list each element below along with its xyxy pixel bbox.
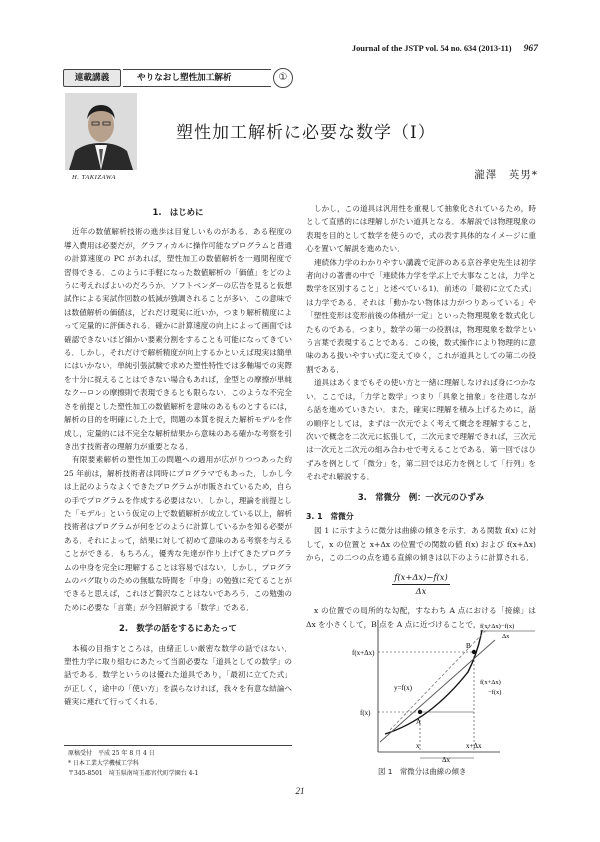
label-dx: Δx [442, 756, 451, 762]
paragraph: 有限要素解析の塑性加工の問題への適用が広がりつつあった約 25 年前は，解析技術者は同時にプログラマでもあった．しかし今は上記のようなよくできたプログラムが市販されているため，自らの手でプログラムを作成する必要はない．しかし，理論を前提とした「モデル」という仮定の上で数値解析が成立している以上，解析技術者はプログラムが何をどのように計算しているかを知る必要がある．それによって，結果に対して初めて意味のある考察を与えることができる．もちろん，優秀な先達が作り上げてきたプログラムの中身を完全に理解することは容易ではない．しかし，プログラムのバグ取りのための無駄な時間を「中身」の勉強に充てることができると思えば，これほど贅沢なことはないであろう．この勉強のために必要な「言葉」が今回解説する「数学」である． [64, 455, 292, 612]
author-photo [65, 93, 137, 170]
point-a [418, 710, 422, 714]
paragraph: 近年の数値解析技術の進歩は目覚しいものがある．ある程度の導入費用は必要だが，グラフィカルに操作可能なプログラムと普通の計算速度の PC があれば，塑性加工の数値解析を一週間程度で習得できる．このように手軽になった数値解析の「価値」をどのように考えればよいのだろうか．ソフトベンダーの広告を見ると仮想試作による実試作回数の低減が強調されることが多い．この意味では数値解析の価値は，どれだけ現実に近いか，つまり解析精度によって定量的に評価される．確かに計算速度の向上によって画面では確認できないほど細かい要素分割をすることも可能になってきている．しかし，それだけで解析精度が向上するかといえば現実は簡単にはいかない．単純引張試験で求めた塑性特性では多軸場での実際を十分に捉えることはできない場合もあれば，金型との摩擦が単純なクーロンの摩擦則で表現できるとも限らない．このような不完全さを前提とした塑性加工の数値解析を意味のあるものとするには，解析の目的を明確にした上で，問題の本質を捉えた解析モデルを作成し，定量的には不完全な解析結果から意味のある確かな考察を引き出す技術者の理解力が重要となる． [64, 227, 292, 451]
paragraph: 本稿の目指すところは，由緒正しい厳密な数学の話ではない．塑性力学に取り組むにあたって当面必要な「道具としての数学」の話である．数学というのは優れた道具であり，「最初に立てた式」が正しく，途中の「使い方」を誤らなければ，我々を有意な結論へ確実に連れて行ってくれる． [64, 643, 292, 707]
footnote-address: 〒345-8501 埼玉県南埼玉郡宮代町学園台 4-1 [68, 770, 199, 777]
label-diff-den: −f(x) [488, 689, 502, 696]
label-fx: f(x) [360, 709, 371, 717]
paragraph: x の位置での局所的な勾配，すなわち A 点における「接線」は Δx を小さくして，B 点を A 点に近づけることで， [306, 606, 536, 629]
author-name: 瀧澤 英男* [474, 169, 538, 181]
point-b [472, 650, 476, 654]
left-column [64, 202, 292, 709]
footnote-received: 原稿受付 平成 25 年 8 月 4 日 [68, 750, 155, 757]
figure-caption: 図 1 常微分は曲線の傾き [378, 767, 467, 776]
section-heading-math: 2. 数学の話をするにあたって [119, 623, 237, 634]
series-label: 連載講義 [63, 69, 121, 87]
paragraph: 図 1 に示すように微分は曲線の傾きを示す．ある関数 f(x) に対して，x の位置と x+Δx の位置での関数の値 f(x) および f(x+Δx) から，この二つの点を通る直線の傾きは以下のように計算される． [306, 526, 536, 563]
section-heading-intro: 1. はじめに [152, 207, 204, 217]
paragraph: しかし，この道具は汎用性を重視して抽象化されているため，時として直感的には理解しがたい道具となる．本解説では物理現象の表現を目的として数学を使うので，式の表す具体的なイメージに重心を置いて解説を進めたい． [306, 204, 536, 254]
page-number: 21 [295, 786, 305, 796]
label-fxdx: f(x+Δx) [352, 649, 375, 657]
label-y: y=f(x) [394, 684, 412, 692]
header-page-number: 967 [523, 43, 538, 54]
label-x: x [416, 742, 420, 750]
figure-derivative [350, 612, 540, 762]
label-ratio-den: Δx [502, 633, 510, 640]
right-column [306, 202, 536, 631]
formula-denominator: Δx [415, 585, 427, 596]
article-title: 塑性加工解析に必要な数学（Ⅰ） [176, 123, 436, 143]
label-a: A [416, 718, 422, 726]
label-b: B [466, 642, 471, 650]
running-head [352, 43, 538, 54]
footnote [64, 745, 292, 779]
secant-line [390, 626, 490, 730]
subsection-heading: 3. 1 常微分 [306, 511, 354, 521]
series-topic: やりなおし塑性加工解析 [123, 69, 271, 87]
author-photo-label: H. TAKIZAWA [72, 174, 116, 181]
paragraph: 連続体力学のわかりやすい講義で定評のある京谷孝史先生は初学者向けの著書の中で「連続体力学を学ぶ上で大事なことは，力学と数学を区別すること」と述べている1)．前述の「最初に立てた式」は力学である．それは「動かない物体は力がつりあっている」や「塑性変形は変形前後の体積が一定」といった物理現象を数式化したものである．つまり，数学の第一の役割は，物理現象を数学という言葉で表現することである．この後，数式操作により物理的に意味のある扱いやすい式に変えてゆく，これが道具としての第二の役割である． [306, 257, 536, 374]
footnote-affiliation: * 日本工業大学機械工学科 [68, 760, 139, 767]
formula-numerator: f(x+Δx)−f(x) [392, 571, 450, 585]
slope-formula [306, 571, 536, 599]
label-diff-num: f(x+Δx) [480, 679, 501, 686]
journal-citation: Journal of the JSTP vol. 54 no. 634 (2013-11) [351, 44, 512, 53]
paragraph: 道具はあくまでもその使い方と一緒に理解しなければ身につかない．ここでは，「力学と数学」つまり「具象と抽象」を往還しながら話を進めていきたい．また，確実に理解を積み上げるために，話の順序としては，まずは一次元でよく考えて概念を理解すること，次いで概念を二次元に拡張して，二次元まで理解できれば，三次元は一次元と二次元の組み合わせで考えることである．第一回ではひずみを例として「微分」を，第二回では応力を例として「行列」をそれぞれ解説する． [306, 378, 536, 482]
label-ratio-num: f(x+Δx)−f(x) [480, 623, 515, 630]
series-banner [63, 66, 295, 88]
section-heading-ode: 3. 常微分 例：一次元のひずみ [357, 491, 485, 502]
label-xdx: x+Δx [466, 742, 482, 750]
series-number: ① [273, 68, 293, 88]
